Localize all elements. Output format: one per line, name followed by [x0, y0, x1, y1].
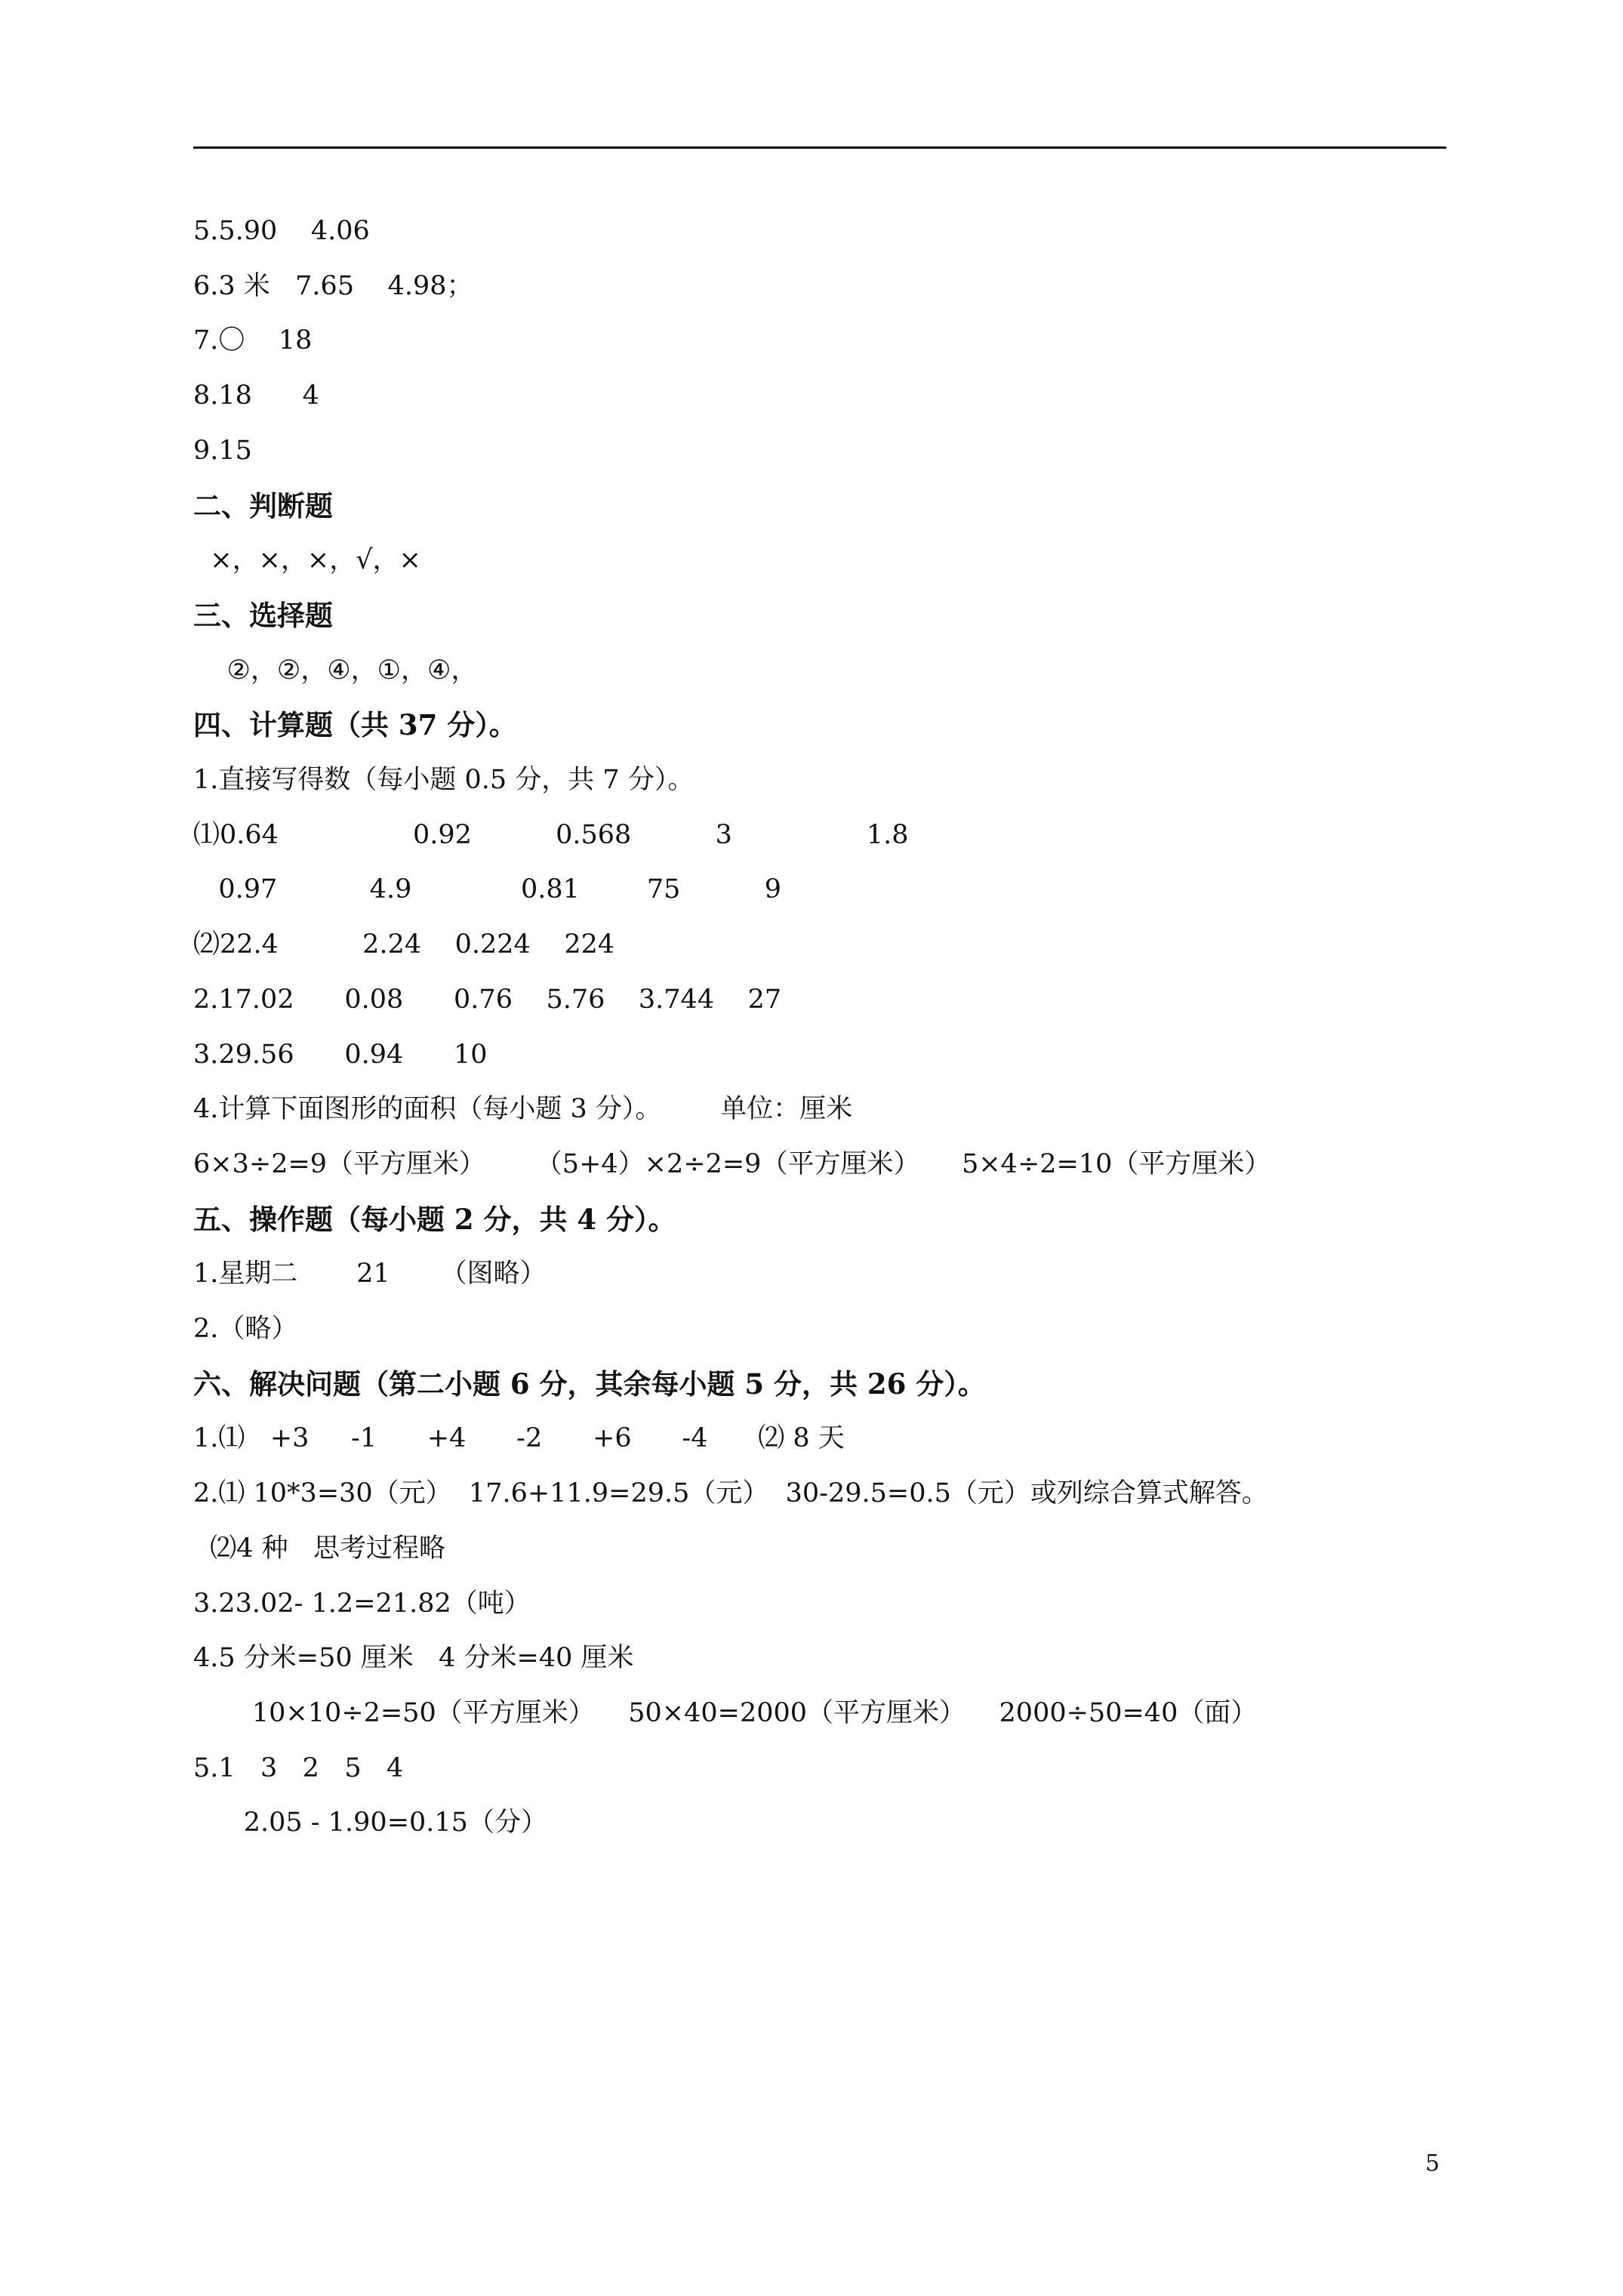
- answer-line: 2.（略）: [193, 1314, 298, 1344]
- answer-line: ⑴0.64 0.92 0.568 3 1.8: [193, 820, 909, 850]
- page-number: 5: [1425, 2150, 1440, 2177]
- answer-line: ×，×，×，√，×: [193, 545, 421, 575]
- answer-line: 5.1 3 2 5 4: [193, 1753, 404, 1783]
- answer-line: 5.5.90 4.06: [193, 216, 370, 246]
- answer-line: 8.18 4: [193, 381, 319, 411]
- answer-line: 9.15: [193, 436, 252, 466]
- answer-line: 1.⑴ +3 -1 +4 -2 +6 -4 ⑵ 8 天: [193, 1423, 845, 1453]
- answer-line: 1.直接写得数（每小题 0.5 分，共 7 分）。: [193, 765, 694, 795]
- section-heading: 四、计算题（共 37 分）。: [193, 708, 517, 741]
- answer-line: 4.5 分米=50 厘米 4 分米=40 厘米: [193, 1643, 634, 1673]
- answer-line: ⑵4 种 思考过程略: [193, 1533, 446, 1564]
- answer-line: 0.97 4.9 0.81 75 9: [193, 874, 781, 905]
- section-heading: 二、判断题: [193, 489, 333, 522]
- section-heading: 六、解决问题（第二小题 6 分，其余每小题 5 分，共 26 分）。: [193, 1367, 986, 1401]
- answer-line: 2.⑴ 10*3=30（元） 17.6+11.9=29.5（元） 30-29.5=0.5（元）或列综合算式解答。: [193, 1478, 1268, 1509]
- answer-line: 10×10÷2=50（平方厘米） 50×40=2000（平方厘米） 2000÷50=40（面）: [193, 1698, 1258, 1728]
- answer-line: 2.05 - 1.90=0.15（分）: [193, 1808, 547, 1838]
- header-rule: [193, 146, 1446, 149]
- answer-line: 3.29.56 0.94 10: [193, 1040, 488, 1070]
- answer-line: 6×3÷2=9（平方厘米） （5+4）×2÷2=9（平方厘米） 5×4÷2=10（平方厘米）: [193, 1149, 1271, 1179]
- section-heading: 五、操作题（每小题 2 分，共 4 分）。: [193, 1203, 676, 1236]
- answer-line: ⑵22.4 2.24 0.224 224: [193, 929, 615, 960]
- answer-line: 6.3 米 7.65 4.98；: [193, 271, 473, 301]
- answer-line: 7.〇 18: [193, 325, 313, 356]
- answer-line: 2.17.02 0.08 0.76 5.76 3.744 27: [193, 985, 782, 1015]
- answer-line: ②，②，④，①，④，: [193, 655, 478, 686]
- answer-line: 1.星期二 21 （图略）: [193, 1259, 547, 1289]
- section-heading: 三、选择题: [193, 599, 333, 632]
- answer-line: 4.计算下面图形的面积（每小题 3 分）。 单位：厘米: [193, 1094, 853, 1124]
- answer-line: 3.23.02- 1.2=21.82（吨）: [193, 1589, 531, 1619]
